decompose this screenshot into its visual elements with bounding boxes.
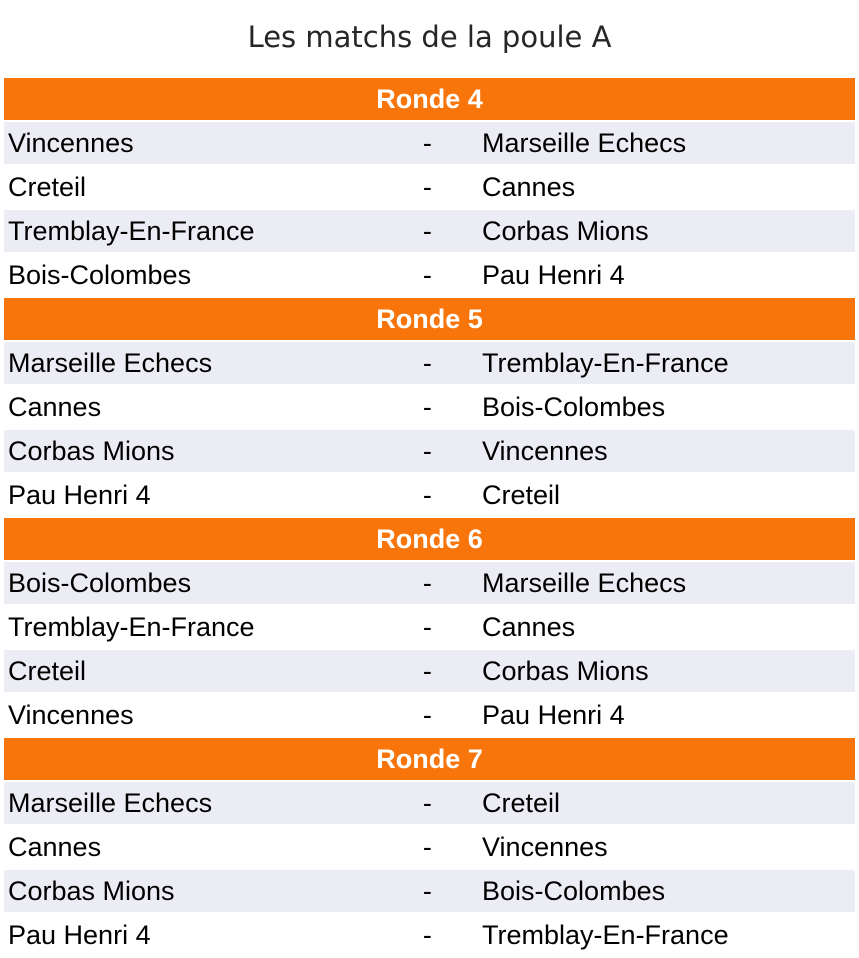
home-team-cell: Corbas Mions: [4, 870, 383, 912]
schedule-table: [4, 76, 855, 958]
home-team-cell: Bois-Colombes: [4, 562, 383, 604]
home-team-cell: Creteil: [4, 166, 383, 208]
match-row: [4, 914, 855, 956]
away-team-cell: Pau Henri 4: [472, 694, 855, 736]
separator-cell: -: [383, 430, 472, 472]
separator-cell: -: [383, 474, 472, 516]
round-header: [4, 738, 855, 780]
home-team-cell: Vincennes: [4, 122, 383, 164]
away-team-cell: Corbas Mions: [472, 650, 855, 692]
home-team-cell: Corbas Mions: [4, 430, 383, 472]
round-header-label: Ronde 5: [4, 298, 855, 340]
home-team-cell: Pau Henri 4: [4, 914, 383, 956]
separator-cell: -: [383, 562, 472, 604]
away-team-cell: Creteil: [472, 782, 855, 824]
separator-cell: -: [383, 166, 472, 208]
home-team-cell: Tremblay-En-France: [4, 606, 383, 648]
home-team-cell: Vincennes: [4, 694, 383, 736]
match-row: [4, 166, 855, 208]
round-header-label: Ronde 6: [4, 518, 855, 560]
home-team-cell: Cannes: [4, 826, 383, 868]
match-row: [4, 650, 855, 692]
match-row: [4, 606, 855, 648]
match-row: [4, 342, 855, 384]
match-row: [4, 782, 855, 824]
separator-cell: -: [383, 122, 472, 164]
separator-cell: -: [383, 210, 472, 252]
separator-cell: -: [383, 826, 472, 868]
separator-cell: -: [383, 870, 472, 912]
away-team-cell: Marseille Echecs: [472, 562, 855, 604]
match-row: [4, 826, 855, 868]
separator-cell: -: [383, 386, 472, 428]
away-team-cell: Bois-Colombes: [472, 386, 855, 428]
page-title: Les matchs de la poule A: [247, 20, 612, 54]
separator-cell: -: [383, 254, 472, 296]
match-row: [4, 870, 855, 912]
separator-cell: -: [383, 606, 472, 648]
away-team-cell: Tremblay-En-France: [472, 342, 855, 384]
separator-cell: -: [383, 650, 472, 692]
match-row: [4, 430, 855, 472]
away-team-cell: Cannes: [472, 166, 855, 208]
home-team-cell: Marseille Echecs: [4, 782, 383, 824]
round-header: [4, 518, 855, 560]
separator-cell: -: [383, 694, 472, 736]
away-team-cell: Marseille Echecs: [472, 122, 855, 164]
match-row: [4, 694, 855, 736]
round-header: [4, 298, 855, 340]
away-team-cell: Bois-Colombes: [472, 870, 855, 912]
separator-cell: -: [383, 914, 472, 956]
home-team-cell: Bois-Colombes: [4, 254, 383, 296]
match-row: [4, 122, 855, 164]
separator-cell: -: [383, 782, 472, 824]
away-team-cell: Corbas Mions: [472, 210, 855, 252]
round-header-label: Ronde 7: [4, 738, 855, 780]
away-team-cell: Pau Henri 4: [472, 254, 855, 296]
round-header-label: Ronde 4: [4, 78, 855, 120]
home-team-cell: Cannes: [4, 386, 383, 428]
match-row: [4, 210, 855, 252]
away-team-cell: Tremblay-En-France: [472, 914, 855, 956]
home-team-cell: Pau Henri 4: [4, 474, 383, 516]
match-row: [4, 386, 855, 428]
separator-cell: -: [383, 342, 472, 384]
match-row: [4, 254, 855, 296]
home-team-cell: Creteil: [4, 650, 383, 692]
away-team-cell: Cannes: [472, 606, 855, 648]
away-team-cell: Vincennes: [472, 430, 855, 472]
away-team-cell: Vincennes: [472, 826, 855, 868]
away-team-cell: Creteil: [472, 474, 855, 516]
match-row: [4, 474, 855, 516]
match-row: [4, 562, 855, 604]
home-team-cell: Marseille Echecs: [4, 342, 383, 384]
round-header: [4, 78, 855, 120]
home-team-cell: Tremblay-En-France: [4, 210, 383, 252]
